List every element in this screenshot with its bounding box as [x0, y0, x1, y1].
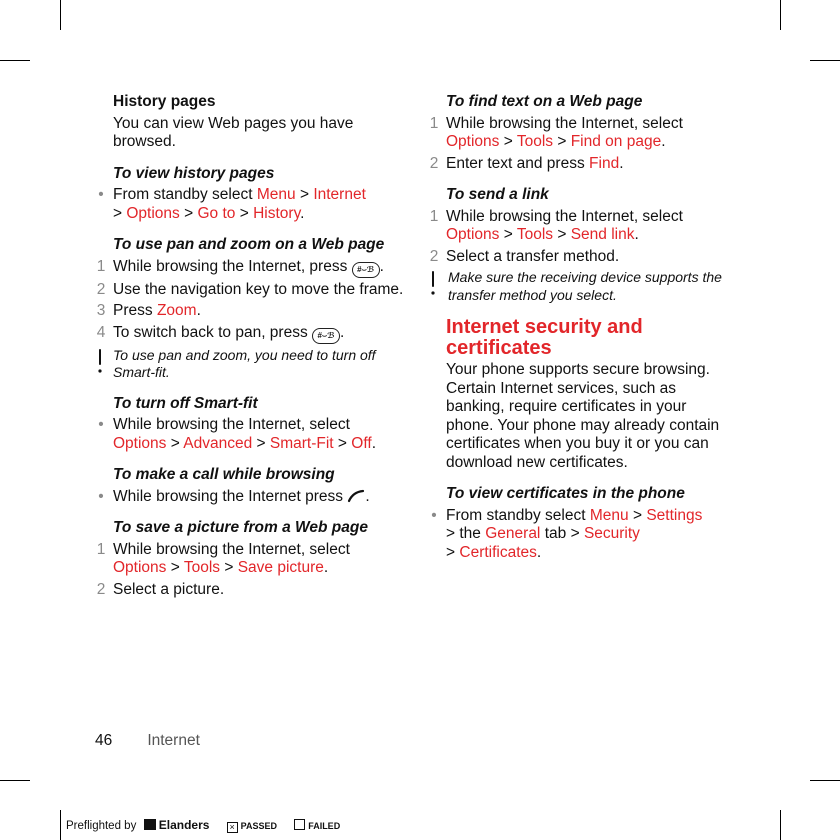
list-item: • While browsing the Internet, select Options > Advanced > Smart-Fit > Off.: [113, 416, 405, 453]
view-history-title: To view history pages: [113, 164, 275, 182]
list-item: 2 Select a picture.: [96, 580, 225, 598]
view-certs-title: To view certificates in the phone: [446, 485, 685, 502]
internet-link[interactable]: Internet: [313, 186, 366, 203]
crop-mark: [810, 780, 840, 781]
security-link[interactable]: Security: [583, 525, 640, 542]
bullet-marker: •: [98, 416, 104, 433]
save-picture-title: To save a picture from a Web page: [113, 519, 368, 536]
goto-link[interactable]: Go to: [197, 204, 236, 222]
list-item: • While browsing the Internet press .: [113, 488, 405, 507]
exclamation-icon: [96, 347, 104, 377]
failed-checkbox: [294, 819, 305, 830]
crop-mark: [0, 60, 30, 61]
options-link[interactable]: Options: [113, 559, 167, 576]
settings-link[interactable]: Settings: [646, 506, 703, 524]
crop-mark: [810, 60, 840, 61]
bullet-marker: •: [431, 506, 437, 524]
crop-mark: [780, 810, 781, 840]
history-link[interactable]: History: [253, 204, 301, 222]
general-link[interactable]: General: [485, 525, 541, 542]
list-item: 4 To switch back to pan, press #⌣ℬ .: [113, 324, 405, 344]
menu-link[interactable]: Menu: [256, 186, 296, 203]
list-item: 1 While browsing the Internet, select Options > Tools > Save picture.: [96, 540, 350, 576]
crop-mark: [780, 0, 781, 30]
section-title: Internet: [147, 732, 200, 749]
options-link[interactable]: Options: [126, 204, 180, 222]
send-link-title: To send a link: [446, 186, 549, 203]
find-on-page-link[interactable]: Find on page: [570, 133, 662, 150]
advanced-link[interactable]: Advanced: [183, 434, 253, 452]
list-item: 3 Press Zoom.: [96, 302, 201, 319]
send-link-link[interactable]: Send link: [570, 226, 635, 243]
hash-key-icon: #⌣ℬ: [352, 262, 380, 278]
off-link[interactable]: Off: [351, 434, 372, 452]
crop-mark: [60, 0, 61, 30]
note-pan-zoom: To use pan and zoom, you need to turn off Smart-fit.: [113, 347, 405, 382]
menu-link[interactable]: Menu: [589, 506, 629, 524]
preflight-stamp: Preflighted by Elanders × PASSED FAILED: [66, 818, 341, 832]
list-item: 2 Enter text and press Find.: [429, 154, 624, 172]
list-item: 1 While browsing the Internet, press #⌣ℬ .: [113, 258, 405, 278]
left-column: [95, 93, 405, 599]
call-key-icon: [347, 489, 365, 503]
history-text: You can view Web pages you have browsed.: [113, 114, 354, 150]
find-text-title: To find text on a Web page: [446, 93, 643, 110]
bullet-marker: •: [98, 487, 104, 505]
smartfit-link[interactable]: Smart-Fit: [269, 434, 334, 452]
page-footer: [95, 732, 200, 750]
list-item: 1 While browsing the Internet, select Options > Tools > Send link.: [429, 207, 683, 243]
note-transfer: Make sure the receiving device supports the transfer method you select.: [446, 269, 738, 304]
smart-fit-title: To turn off Smart-fit: [113, 394, 258, 412]
pan-zoom-title: To use pan and zoom on a Web page: [113, 236, 385, 253]
list-item: • From standby select Menu > Internet > Options > Go to > History.: [113, 186, 405, 223]
crop-mark: [60, 810, 61, 840]
passed-checkbox: ×: [227, 822, 238, 833]
list-item: 2 Select a transfer method.: [429, 247, 620, 265]
options-link[interactable]: Options: [446, 226, 500, 243]
certificates-link[interactable]: Certificates: [459, 543, 537, 561]
bullet-marker: •: [98, 186, 104, 203]
call-title: To make a call while browsing: [113, 466, 335, 483]
list-item: • From standby select Menu > Settings > the General tab > Security > Certificates.: [446, 507, 738, 563]
hash-key-icon: #⌣ℬ: [312, 328, 340, 344]
exclamation-icon: [429, 269, 437, 299]
list-item: 2 Use the navigation key to move the frame.: [96, 280, 404, 298]
zoom-link[interactable]: Zoom: [156, 302, 197, 319]
security-text: Your phone supports secure browsing. Certain Internet services, such as banking, require certificates in your phone. Your phone may already contain certificates when you buy it or you can download new certificates.: [446, 361, 720, 471]
history-heading: History pages: [113, 93, 216, 110]
crop-mark: [0, 780, 30, 781]
right-column: [428, 93, 738, 562]
save-picture-link[interactable]: Save picture: [237, 559, 324, 576]
tools-link[interactable]: Tools: [183, 559, 221, 576]
security-heading: Internet security and certificates: [446, 316, 643, 359]
options-link[interactable]: Options: [446, 133, 500, 150]
options-link[interactable]: Options: [113, 434, 167, 452]
tools-link[interactable]: Tools: [516, 226, 554, 243]
list-item: 1 While browsing the Internet, select Options > Tools > Find on page.: [429, 114, 683, 150]
tools-link[interactable]: Tools: [516, 133, 554, 150]
page-number: 46: [95, 732, 113, 749]
find-link[interactable]: Find: [589, 154, 620, 172]
elanders-logo-icon: [144, 819, 156, 830]
